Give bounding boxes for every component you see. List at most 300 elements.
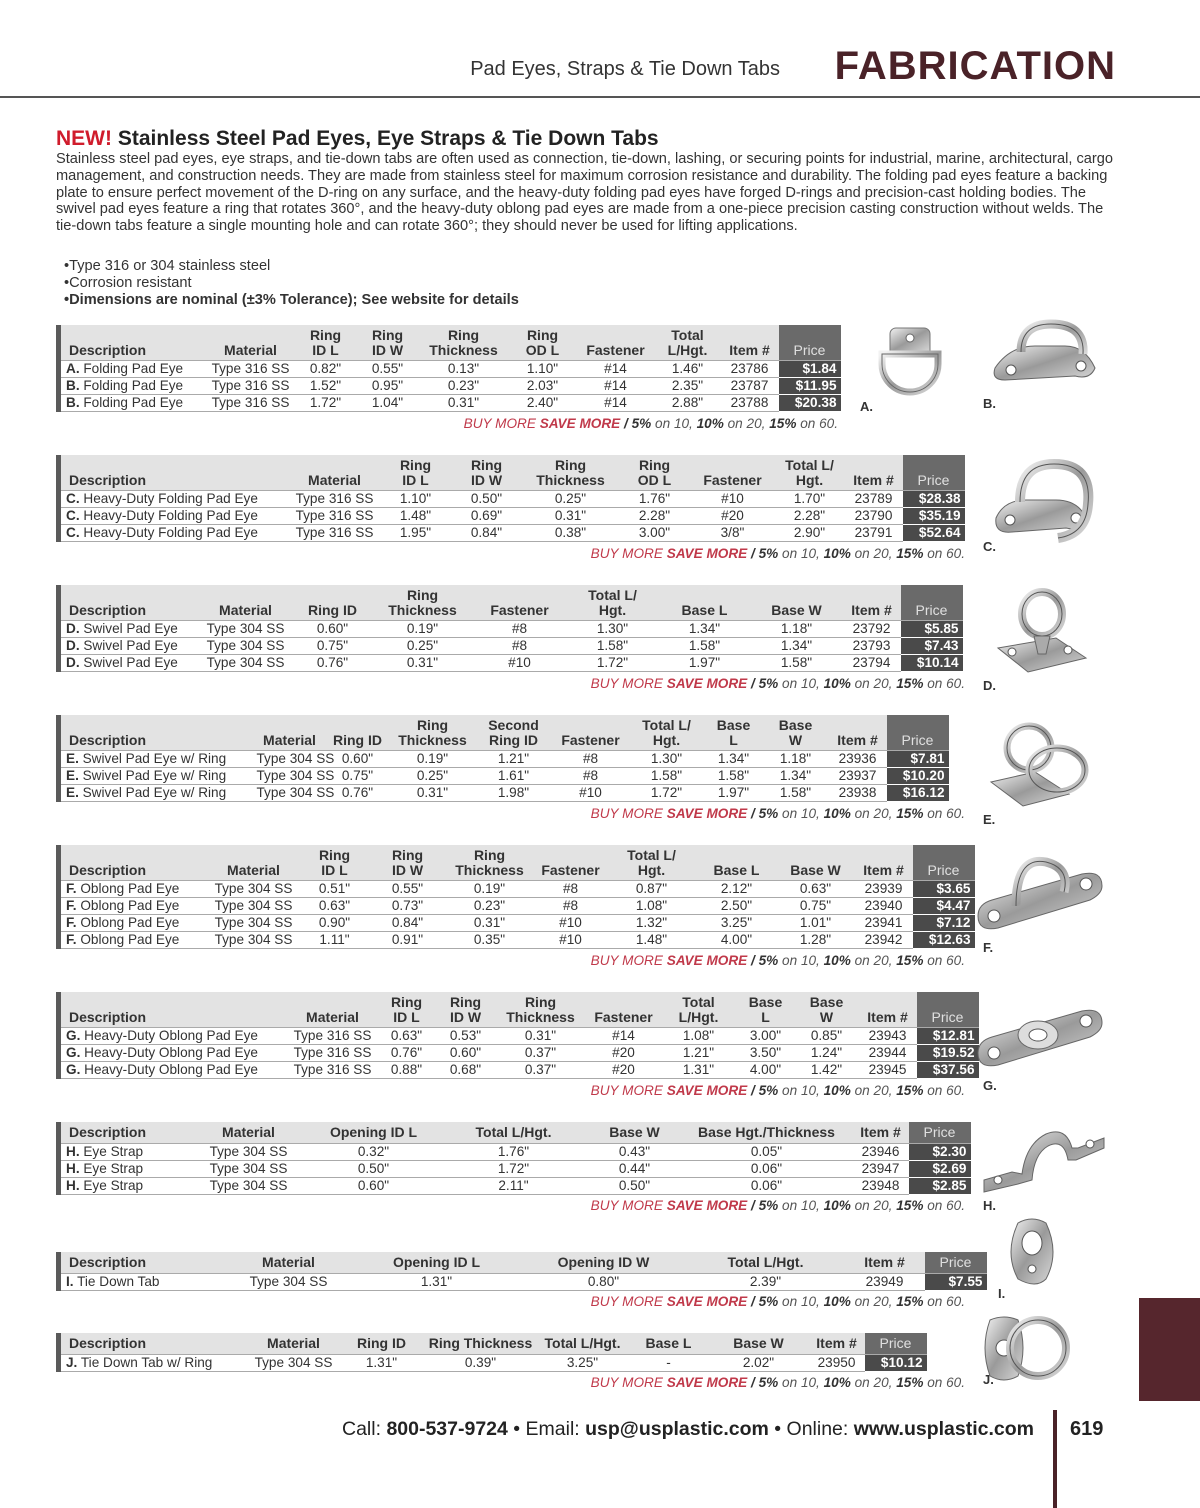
description-cell: A. Folding Pad Eye [66, 361, 184, 376]
spec-cell: #10 [579, 785, 602, 800]
section-title: FABRICATION [834, 44, 1116, 88]
buy-more-save-more-note: BUY MORE SAVE MORE / 5% on 10, 10% on 20, 15% on 60. [463, 416, 838, 431]
column-header: Description [59, 455, 289, 491]
spec-cell: 1.18" [780, 621, 813, 636]
product-label-j: J. [983, 1372, 994, 1387]
item-number-cell: 23943 [868, 1028, 907, 1043]
spec-cell: 1.58" [780, 655, 813, 670]
spec-cell: Type 304 SS [214, 932, 293, 947]
product-label-e: E. [983, 812, 996, 827]
column-header: Ring ID L [377, 992, 437, 1028]
email-link[interactable]: usp@usplastic.com [585, 1418, 769, 1440]
description-cell: E. Swivel Pad Eye w/ Ring [66, 751, 227, 766]
column-header: Total L/Hgt. [655, 325, 721, 361]
spec-cell: #10 [559, 932, 582, 947]
column-header: Fastener [587, 992, 661, 1028]
spec-cell: 2.90" [793, 525, 826, 540]
item-number-cell: 23946 [861, 1143, 900, 1159]
column-header: Base W [709, 1333, 809, 1354]
column-header: Base L [697, 845, 777, 881]
product-label-f: F. [983, 940, 994, 955]
spec-cell: Type 304 SS [206, 638, 285, 653]
spec-cell: 0.06" [750, 1177, 783, 1193]
spec-cell: Type 316 SS [295, 508, 374, 523]
spec-cell: Type 304 SS [206, 655, 285, 670]
spec-cell: 0.73" [391, 898, 424, 913]
price-cell: $12.63 [913, 932, 975, 949]
table-row [59, 785, 949, 802]
spec-table-h [56, 1122, 971, 1195]
column-header: Total L/Hgt. [661, 992, 737, 1028]
spec-cell: 0.13" [447, 361, 480, 376]
table-row [59, 1062, 979, 1079]
spec-cell: 0.75" [316, 638, 349, 653]
spec-cell: 1.21" [682, 1045, 715, 1060]
table-row [59, 1354, 927, 1371]
spec-cell: 0.87" [635, 881, 668, 896]
call-label: Call: [342, 1418, 387, 1440]
column-header: Ring ID [339, 1333, 425, 1354]
column-header: Description [59, 325, 207, 361]
spec-cell: 3.00" [638, 525, 671, 540]
column-header: Ring OD L [509, 325, 577, 361]
oblong-pad-eye-image [972, 850, 1107, 940]
title-text: Stainless Steel Pad Eyes, Eye Straps & Tie Down Tabs [112, 127, 659, 150]
column-header: Base W [795, 992, 859, 1028]
spec-cell: 0.25" [416, 768, 449, 783]
description-cell: H. Eye Strap [66, 1177, 144, 1193]
column-header: Item # [853, 1122, 909, 1143]
column-header: Item # [721, 325, 779, 361]
price-cell: $19.52 [917, 1045, 979, 1062]
price-cell: $35.19 [903, 508, 965, 525]
spec-cell: 0.05" [750, 1143, 783, 1159]
spec-cell: Type 316 SS [211, 361, 290, 376]
description-cell: J. Tie Down Tab w/ Ring [66, 1354, 213, 1370]
product-label-h: H. [983, 1198, 996, 1213]
spec-cell: 4.00" [749, 1062, 782, 1077]
table-header-row [59, 455, 965, 491]
spec-cell: 1.98" [497, 785, 530, 800]
spec-cell: 1.70" [793, 491, 826, 506]
spec-cell: #8 [511, 638, 528, 653]
intro-paragraph: Stainless steel pad eyes, eye straps, and tie-down tabs are often used as connection, tie-down, lashing, or securing points for industrial, marine, architectural, cargo management, and construction needs. They are made from stainless steel for maximum corrosion resistance and durability. The folding pad eyes feature a backing plate to ensure perfect movement of the D-ring on any surface, and the heavy-duty folding pad eyes have forged D-rings and precision-cast holding bodies. The swivel pad eyes feature a ring that rotates 360°, and the heavy-duty oblong pad eyes are made from a one-piece precision casting construction without welds. The tie-down tabs feature a single mounting hole and can rotate 360°; they should never be used for lifting applications. [56, 151, 1113, 235]
column-header: Item # [855, 845, 913, 881]
spec-cell: 1.72" [650, 785, 683, 800]
spec-cell: 0.39" [464, 1354, 497, 1370]
spec-cell: 1.72" [497, 1160, 530, 1176]
buy-more-save-more-note: BUY MORE SAVE MORE / 5% on 10, 10% on 20, 15% on 60. [590, 953, 965, 968]
spec-cell: 0.53" [449, 1028, 482, 1043]
item-number-cell: 23939 [864, 881, 903, 896]
spec-cell: #10 [721, 491, 744, 506]
spec-cell: 0.60" [316, 621, 349, 636]
table-row [59, 881, 975, 898]
description-cell: C. Heavy-Duty Folding Pad Eye [66, 491, 258, 506]
column-header: Ring ID [293, 585, 373, 621]
price-cell: $37.56 [917, 1062, 979, 1079]
spec-cell: 0.50" [357, 1160, 390, 1176]
column-header: Base L [737, 992, 795, 1028]
contact-footer [342, 1418, 1034, 1441]
column-header: Base Hgt./Thickness [681, 1122, 853, 1143]
spec-cell: Type 316 SS [211, 378, 290, 393]
spec-cell: 1.72" [309, 395, 342, 410]
spec-cell: 0.50" [618, 1177, 651, 1193]
price-cell: $4.47 [913, 898, 975, 915]
product-label-c: C. [983, 539, 996, 554]
description-cell: C. Heavy-Duty Folding Pad Eye [66, 525, 258, 540]
spec-cell: - [666, 1354, 671, 1370]
section-subtitle: Pad Eyes, Straps & Tie Down Tabs [470, 58, 780, 80]
product-label-b: B. [983, 396, 996, 411]
spec-cell: 0.84" [391, 915, 424, 930]
column-header: Total L/Hgt. [687, 1252, 845, 1273]
spec-cell: Type 316 SS [293, 1028, 372, 1043]
column-header: Ring ID [325, 715, 391, 751]
spec-cell: 3.25" [720, 915, 753, 930]
price-cell: $7.12 [913, 915, 975, 932]
description-cell: I. Tie Down Tab [66, 1273, 160, 1289]
spec-table-c [56, 455, 965, 542]
buy-more-save-more-note: BUY MORE SAVE MORE / 5% on 10, 10% on 20, 15% on 60. [590, 1375, 965, 1390]
description-cell: B. Folding Pad Eye [66, 378, 184, 393]
eye-strap-image [980, 1108, 1105, 1198]
table-row [59, 1045, 979, 1062]
price-cell: $2.85 [909, 1177, 971, 1194]
item-number-cell: 23942 [864, 932, 903, 947]
spec-cell: 1.24" [810, 1045, 843, 1060]
column-header: Ring Thickness [523, 455, 619, 491]
phone-number[interactable]: 800-537-9724 [386, 1418, 508, 1440]
column-header: Item # [843, 585, 901, 621]
item-number-cell: 23790 [854, 508, 893, 523]
table-row [59, 932, 975, 949]
spec-cell: 1.76" [497, 1143, 530, 1159]
price-cell: $16.12 [887, 785, 949, 802]
spec-cell: 2.02" [742, 1354, 775, 1370]
heavy-duty-folding-pad-eye-image [990, 458, 1100, 548]
spec-cell: Type 304 SS [209, 1143, 288, 1159]
column-header: Ring Thickness [495, 992, 587, 1028]
spec-cell: 1.58" [688, 638, 721, 653]
column-header: Base L [705, 715, 763, 751]
price-cell: $2.30 [909, 1143, 971, 1160]
spec-table-e [56, 715, 949, 802]
item-number-cell: 23793 [852, 638, 891, 653]
spec-cell: 0.31" [554, 508, 587, 523]
spec-cell: 1.76" [638, 491, 671, 506]
spec-cell: 0.37" [524, 1062, 557, 1077]
spec-cell: 1.95" [399, 525, 432, 540]
email-label: • Email: [507, 1418, 586, 1440]
spec-cell: Type 304 SS [214, 915, 293, 930]
price-cell: $3.65 [913, 881, 975, 898]
column-header: Opening ID L [353, 1252, 521, 1273]
spec-cell: Type 316 SS [211, 395, 290, 410]
spec-cell: #8 [511, 621, 528, 636]
spec-cell: 1.32" [635, 915, 668, 930]
feature-item: • Dimensions are nominal (±3% Tolerance); See website for details [64, 292, 519, 309]
column-header: Opening ID L [309, 1122, 439, 1143]
price-cell: $11.95 [779, 378, 841, 395]
footer-divider [1053, 1410, 1057, 1508]
column-header: Material [207, 325, 295, 361]
column-header: Material [249, 1333, 339, 1354]
table-header-row [59, 715, 949, 751]
price-cell: $7.55 [925, 1273, 987, 1290]
page-number: 619 [1070, 1418, 1104, 1440]
column-header: Description [59, 845, 209, 881]
spec-cell: 0.31" [524, 1028, 557, 1043]
column-header: Material [289, 455, 381, 491]
column-header: Description [59, 1333, 249, 1354]
spec-cell: Type 316 SS [295, 491, 374, 506]
item-number-cell: 23941 [864, 915, 903, 930]
spec-cell: 0.82" [309, 361, 342, 376]
spec-cell: 2.28" [793, 508, 826, 523]
column-header: Material [189, 1122, 309, 1143]
column-header: Ring Thickness [373, 585, 473, 621]
column-header: Item # [829, 715, 887, 751]
spec-cell: 2.03" [526, 378, 559, 393]
spec-cell: 1.97" [688, 655, 721, 670]
column-header: Ring Thickness [419, 325, 509, 361]
spec-cell: 0.23" [473, 898, 506, 913]
item-number-cell: 23791 [854, 525, 893, 540]
page-title [56, 127, 659, 151]
description-cell: G. Heavy-Duty Oblong Pad Eye [66, 1045, 258, 1060]
column-header: Description [59, 1122, 189, 1143]
description-cell: F. Oblong Pad Eye [66, 915, 180, 930]
spec-cell: 1.34" [717, 751, 750, 766]
description-cell: D. Swivel Pad Eye [66, 621, 178, 636]
spec-cell: 1.21" [497, 751, 530, 766]
column-header: Price [887, 715, 949, 751]
column-header: Ring OD L [619, 455, 691, 491]
spec-cell: 4.00" [720, 932, 753, 947]
spec-cell: #8 [582, 768, 599, 783]
spec-cell: 1.48" [399, 508, 432, 523]
spec-cell: Type 304 SS [256, 768, 335, 783]
table-row [59, 915, 975, 932]
column-header: Material [225, 1252, 353, 1273]
column-header: Price [901, 585, 963, 621]
spec-cell: Type 304 SS [249, 1273, 328, 1289]
product-label-d: D. [983, 678, 996, 693]
description-cell: G. Heavy-Duty Oblong Pad Eye [66, 1028, 258, 1043]
column-header: Ring ID L [381, 455, 451, 491]
item-number-cell: 23937 [838, 768, 877, 783]
price-cell: $10.14 [901, 655, 963, 672]
price-cell: $5.85 [901, 621, 963, 638]
spec-cell: 0.55" [371, 361, 404, 376]
spec-cell: 0.76" [341, 785, 374, 800]
column-header: Total L/Hgt. [537, 1333, 629, 1354]
spec-cell: 1.31" [682, 1062, 715, 1077]
spec-cell: #20 [612, 1045, 635, 1060]
spec-cell: 0.63" [318, 898, 351, 913]
spec-cell: 0.91" [391, 932, 424, 947]
spec-cell: 0.32" [357, 1143, 390, 1159]
spec-cell: 1.08" [682, 1028, 715, 1043]
spec-cell: 0.51" [318, 881, 351, 896]
column-header: Fastener [473, 585, 567, 621]
column-header: Base W [589, 1122, 681, 1143]
column-header: Price [909, 1122, 971, 1143]
spec-cell: 0.25" [554, 491, 587, 506]
column-header: Price [779, 325, 841, 361]
spec-cell: #14 [604, 395, 627, 410]
spec-cell: 0.84" [470, 525, 503, 540]
spec-cell: 0.63" [390, 1028, 423, 1043]
spec-cell: 0.75" [799, 898, 832, 913]
spec-cell: 2.11" [498, 1177, 529, 1193]
spec-cell: 0.63" [799, 881, 832, 896]
column-header: Ring ID W [371, 845, 445, 881]
folding-pad-eye-image [985, 318, 1105, 398]
spec-cell: 0.19" [416, 751, 449, 766]
table-header-row [59, 845, 975, 881]
spec-cell: 0.37" [524, 1045, 557, 1060]
column-header: Base W [777, 845, 855, 881]
price-cell: $28.38 [903, 491, 965, 508]
spec-cell: 1.58" [717, 768, 750, 783]
spec-table-d [56, 585, 963, 672]
swivel-pad-eye-with-ring-image [985, 718, 1095, 818]
spec-table-j [56, 1333, 927, 1372]
spec-cell: 3.00" [749, 1028, 782, 1043]
spec-cell: 0.75" [341, 768, 374, 783]
heavy-duty-oblong-pad-eye-image [972, 995, 1107, 1075]
column-header: Total L/ Hgt. [567, 585, 659, 621]
spec-cell: 1.42" [810, 1062, 843, 1077]
spec-cell: 1.11" [319, 932, 350, 947]
column-header: Price [865, 1333, 927, 1354]
price-cell: $20.38 [779, 395, 841, 412]
spec-cell: 0.19" [406, 621, 439, 636]
description-cell: F. Oblong Pad Eye [66, 881, 180, 896]
item-number-cell: 23949 [865, 1273, 904, 1289]
buy-more-save-more-note: BUY MORE SAVE MORE / 5% on 10, 10% on 20, 15% on 60. [590, 1083, 965, 1098]
spec-cell: 0.38" [554, 525, 587, 540]
tie-down-tab-image [1000, 1215, 1065, 1290]
table-header-row [59, 1333, 927, 1354]
column-header: Total L/Hgt. [439, 1122, 589, 1143]
item-number-cell: 23787 [730, 378, 769, 393]
spec-cell: Type 304 SS [214, 898, 293, 913]
column-header: Base L [659, 585, 751, 621]
table-row [59, 638, 963, 655]
price-cell: $10.20 [887, 768, 949, 785]
column-header: Description [59, 585, 199, 621]
item-number-cell: 23938 [838, 785, 877, 800]
product-label-i: I. [998, 1286, 1006, 1301]
spec-cell: 1.97" [717, 785, 750, 800]
buy-more-save-more-note: BUY MORE SAVE MORE / 5% on 10, 10% on 20, 15% on 60. [590, 676, 965, 691]
product-label-g: G. [983, 1078, 997, 1093]
column-header: Price [925, 1252, 987, 1273]
spec-cell: 1.58" [779, 785, 812, 800]
spec-cell: 1.48" [635, 932, 668, 947]
spec-cell: 2.50" [720, 898, 753, 913]
column-header: Price [903, 455, 965, 491]
spec-cell: 2.12" [720, 881, 753, 896]
column-header: Price [917, 992, 979, 1028]
online-label: • Online: [768, 1418, 854, 1440]
spec-cell: 3/8" [720, 525, 745, 540]
column-header: Total L/ Hgt. [775, 455, 845, 491]
table-header-row [59, 325, 841, 361]
price-cell: $52.64 [903, 525, 965, 542]
item-number-cell: 23788 [730, 395, 769, 410]
spec-cell: 1.58" [650, 768, 683, 783]
column-header: Material [209, 845, 299, 881]
item-number-cell: 23936 [838, 751, 877, 766]
spec-cell: #10 [559, 915, 582, 930]
tie-down-tab-with-ring-image [982, 1312, 1082, 1387]
spec-cell: 0.31" [447, 395, 480, 410]
spec-cell: 1.30" [596, 621, 629, 636]
buy-more-save-more-note: BUY MORE SAVE MORE / 5% on 10, 10% on 20, 15% on 60. [590, 546, 965, 561]
spec-cell: 0.95" [371, 378, 404, 393]
spec-cell: 0.69" [470, 508, 503, 523]
swivel-pad-eye-image [990, 588, 1090, 688]
price-cell: $7.43 [901, 638, 963, 655]
item-number-cell: 23794 [852, 655, 891, 670]
column-header: Ring Thickness [445, 845, 535, 881]
item-number-cell: 23947 [861, 1160, 900, 1176]
spec-cell: 0.06" [750, 1160, 783, 1176]
table-row [59, 1273, 987, 1290]
spec-table-i [56, 1252, 987, 1291]
spec-cell: 0.60" [341, 751, 374, 766]
spec-cell: 0.31" [406, 655, 439, 670]
table-row [59, 378, 841, 395]
description-cell: E. Swivel Pad Eye w/ Ring [66, 768, 227, 783]
spec-table-g [56, 992, 979, 1079]
spec-cell: 0.76" [390, 1045, 423, 1060]
spec-cell: Type 316 SS [295, 525, 374, 540]
column-header: Base L [629, 1333, 709, 1354]
spec-cell: 2.88" [671, 395, 704, 410]
column-header: Ring ID L [295, 325, 357, 361]
column-header: Ring Thickness [425, 1333, 537, 1354]
column-header: Second Ring ID [475, 715, 553, 751]
spec-cell: 0.31" [416, 785, 449, 800]
spec-cell: 2.28" [638, 508, 671, 523]
item-number-cell: 23940 [864, 898, 903, 913]
column-header: Base W [751, 585, 843, 621]
feature-item: • Corrosion resistant [64, 275, 519, 292]
column-header: Total L/ Hgt. [607, 845, 697, 881]
spec-cell: 2.39" [749, 1273, 782, 1289]
website-link[interactable]: www.usplastic.com [853, 1418, 1034, 1440]
spec-cell: 1.34" [779, 768, 812, 783]
description-cell: F. Oblong Pad Eye [66, 898, 180, 913]
table-row [59, 1143, 971, 1160]
spec-cell: 0.68" [449, 1062, 482, 1077]
column-header: Ring ID W [437, 992, 495, 1028]
spec-cell: Type 304 SS [214, 881, 293, 896]
column-header: Fastener [577, 325, 655, 361]
table-row [59, 1177, 971, 1194]
item-number-cell: 23944 [868, 1045, 907, 1060]
spec-cell: 0.35" [473, 932, 506, 947]
column-header: Description [59, 1252, 225, 1273]
column-header: Ring ID W [451, 455, 523, 491]
spec-cell: 1.58" [596, 638, 629, 653]
